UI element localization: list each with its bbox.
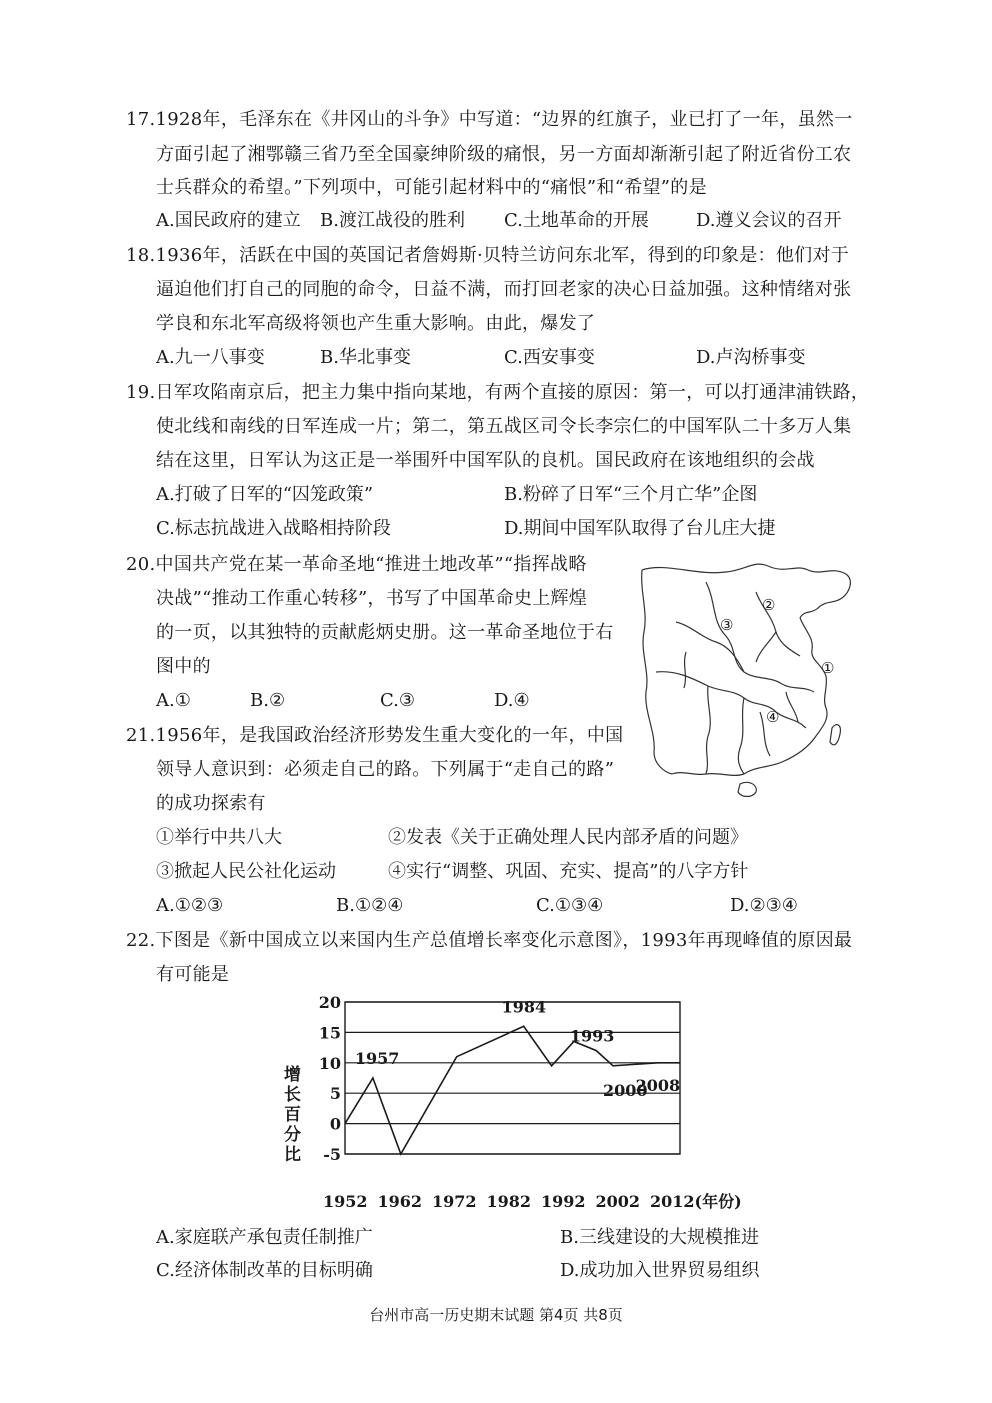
question-21-option-d: D.②③④ xyxy=(730,895,798,916)
question-19-line-3: 结在这里，日军认为这正是一举围歼中国军队的良机。国民政府在该地组织的会战 xyxy=(156,450,815,471)
y-tick-label-0: 20 xyxy=(318,993,341,1012)
page-footer: 台州市高一历史期末试题 第4页 共8页 xyxy=(369,1306,623,1324)
question-21-option-a: A.①②③ xyxy=(156,895,224,916)
chart-gridlines xyxy=(345,1002,680,1154)
map-marker-2: ② xyxy=(762,596,776,614)
question-20-option-b: B.② xyxy=(250,690,286,711)
y-tick-label-5: -5 xyxy=(323,1145,341,1164)
question-21-option-b: B.①②④ xyxy=(336,895,404,916)
question-21-item-4: ④实行“调整、巩固、充实、提高”的八字方针 xyxy=(388,861,749,882)
y-axis-label-char-1: 长 xyxy=(284,1085,301,1105)
question-21-line-2: 领导人意识到：必须走自己的路。下列属于“走自己的路” xyxy=(156,759,615,780)
question-18-line-3: 学良和东北军高级将领也产生重大影响。由此，爆发了 xyxy=(156,313,596,334)
chart-x-ticks xyxy=(323,1192,742,1211)
question-17-option-c: C.土地革命的开展 xyxy=(504,210,649,231)
question-20-option-a: A.① xyxy=(156,690,191,711)
question-22-option-a: A.家庭联产承包责任制推广 xyxy=(156,1227,373,1248)
map-marker-4: ④ xyxy=(766,708,780,726)
y-axis-label-char-0: 增 xyxy=(284,1065,301,1085)
question-17-line-3: 士兵群众的希望。”下列项中，可能引起材料中的“痛恨”和“希望”的是 xyxy=(156,177,707,198)
x-tick-label-0: 1952 xyxy=(323,1192,368,1211)
question-18-line-2: 逼迫他们打自己的同胞的命令，日益不满，而打回老家的决心日益加强。这种情绪对张 xyxy=(156,279,852,300)
y-tick-label-2: 10 xyxy=(318,1053,341,1073)
annotation-1993: 1993 xyxy=(569,1026,615,1046)
question-20-line-1: 20.中国共产党在某一革命圣地“推进土地改革”“指挥战略 xyxy=(126,554,587,575)
question-21-option-c: C.①③④ xyxy=(536,895,604,916)
x-tick-label-4: 1992 xyxy=(541,1192,586,1211)
chart-y-ticks xyxy=(319,993,341,1164)
question-20-line-3: 的一页，以其独特的贡献彪炳史册。这一革命圣地位于右 xyxy=(156,622,614,643)
y-tick-label-1: 15 xyxy=(318,1023,341,1043)
question-17-option-b: B.渡江战役的胜利 xyxy=(320,210,465,231)
question-21-item-1: ①举行中共八大 xyxy=(156,827,282,848)
chart-annotations xyxy=(355,997,680,1100)
question-22-option-d: D.成功加入世界贸易组织 xyxy=(560,1260,760,1281)
question-22-option-c: C.经济体制改革的目标明确 xyxy=(156,1260,373,1281)
question-17-option-d: D.遵义会议的召开 xyxy=(696,210,842,231)
question-18-option-d: D.卢沟桥事变 xyxy=(696,347,806,368)
question-17-line-2: 方面引起了湘鄂赣三省乃至全国豪绅阶级的痛恨，另一方面却渐渐引起了附近省份工农 xyxy=(156,144,852,165)
annotation-1984: 1984 xyxy=(501,997,547,1017)
x-tick-label-1: 1962 xyxy=(377,1192,423,1211)
question-18-line-1: 18.1936年，活跃在中国的英国记者詹姆斯·贝特兰访问东北军，得到的印象是：他们对于 xyxy=(126,245,850,266)
y-axis-label-char-4: 比 xyxy=(284,1145,301,1165)
map-outline xyxy=(642,564,851,796)
y-axis-label-char-3: 分 xyxy=(284,1125,301,1145)
question-22-option-b: B.三线建设的大规模推进 xyxy=(560,1227,759,1248)
question-22-line-2: 有可能是 xyxy=(156,964,230,985)
question-19-line-1: 19.日军攻陷南京后，把主力集中指向某地，有两个直接的原因：第一，可以打通津浦铁路， xyxy=(126,382,870,403)
annotation-2000: 2000 xyxy=(603,1080,648,1100)
y-tick-label-4: 0 xyxy=(329,1114,341,1134)
question-19-option-b: B.粉碎了日军“三个月亡华”企图 xyxy=(504,484,758,505)
x-tick-label-2: 1972 xyxy=(432,1192,477,1211)
x-tick-label-3: 1982 xyxy=(486,1192,532,1211)
question-18-option-a: A.九一八事变 xyxy=(156,347,265,368)
question-17-line-1: 17.1928年，毛泽东在《井冈山的斗争》中写道：“边界的红旗子，业已打了一年，虽然一 xyxy=(126,109,853,130)
question-20-option-d: D.④ xyxy=(494,690,530,711)
china-map-figure xyxy=(636,552,866,802)
annotation-2008: 2008 xyxy=(635,1075,681,1095)
question-19-option-c: C.标志抗战进入战略相持阶段 xyxy=(156,518,391,539)
question-19-option-a: A.打破了日军的“囚笼政策” xyxy=(156,484,374,505)
chart-y-axis-label xyxy=(284,1064,301,1165)
y-axis-label-char-2: 百 xyxy=(284,1105,301,1125)
question-18-option-b: B.华北事变 xyxy=(320,347,411,368)
x-tick-label-5: 2002 xyxy=(595,1192,641,1211)
question-19-option-d: D.期间中国军队取得了台儿庄大捷 xyxy=(504,518,776,539)
map-marker-3: ③ xyxy=(720,616,734,634)
question-21-item-3: ③掀起人民公社化运动 xyxy=(156,861,336,882)
chart-frame xyxy=(345,1002,680,1154)
question-22-line-1: 22.下图是《新中国成立以来国内生产总值增长率变化示意图》，1993年再现峰值的原因最 xyxy=(126,930,853,951)
y-tick-label-3: 5 xyxy=(329,1084,341,1104)
annotation-1957: 1957 xyxy=(354,1049,400,1068)
question-21-item-2: ②发表《关于正确处理人民内部矛盾的问题》 xyxy=(388,827,748,848)
question-20-line-4: 图中的 xyxy=(156,656,211,677)
gdp-growth-chart xyxy=(270,990,742,1220)
question-17-option-a: A.国民政府的建立 xyxy=(156,210,301,231)
question-20-line-2: 决战”“推动工作重心转移”，书写了中国革命史上辉煌 xyxy=(156,588,588,609)
question-21-line-3: 的成功探索有 xyxy=(156,793,266,814)
x-tick-label-6: 2012(年份) xyxy=(650,1192,742,1211)
question-19-line-2: 使北线和南线的日军连成一片；第二，第五战区司令长李宗仁的中国军队二十多万人集 xyxy=(156,416,852,437)
question-18-option-c: C.西安事变 xyxy=(504,347,595,368)
question-20-option-c: C.③ xyxy=(380,690,415,711)
question-21-line-1: 21.1956年，是我国政治经济形势发生重大变化的一年，中国 xyxy=(126,725,624,746)
map-marker-1: ① xyxy=(821,659,835,677)
